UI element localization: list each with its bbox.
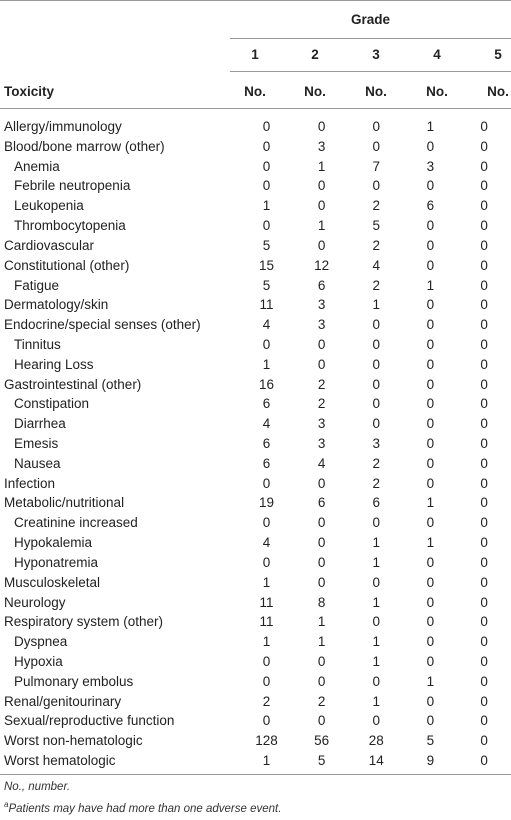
header-rule [0,108,511,109]
grade-4-header: 4 [433,47,441,62]
toxicity-name: Nausea [14,455,61,471]
table-row [0,236,511,256]
grade-3-count: 0 [372,515,380,531]
grade-1-count: 0 [262,218,271,234]
table-row [0,474,511,494]
table-row [0,196,511,216]
grade-4-count: 1 [426,535,435,551]
grade-3-count: 1 [372,297,380,313]
grade-2-count: 0 [317,178,326,194]
grade-3-count: 0 [372,119,380,134]
table-row [0,176,511,196]
grade-2-count: 1 [317,218,326,234]
grade-2-count: 2 [317,396,326,412]
grade-1-count: 4 [262,416,271,432]
toxicity-name: Worst non-hematologic [4,733,143,749]
toxicity-name: Febrile neutropenia [14,178,131,194]
toxicity-name: Pulmonary embolus [14,673,134,689]
grade-1-count: 11 [259,614,274,630]
toxicity-name: Dermatology/skin [4,297,109,313]
table-row [0,434,511,454]
table-row [0,731,511,751]
toxicity-name: Musculoskeletal [4,574,101,590]
table-row [0,573,511,593]
grade-2-count: 0 [317,574,326,590]
grade-3-count: 0 [372,614,380,630]
table-row [0,632,511,652]
footnote-note [4,800,281,815]
grade-2-count: 0 [317,515,326,531]
grade-4-count: 0 [426,436,435,451]
grade-1-count: 4 [262,535,271,551]
grade-4-count: 0 [426,178,435,194]
grade-2-count: 4 [317,455,326,471]
table-row [0,137,511,157]
footnote-abbrev: No., number. [4,781,71,793]
grade-3-count: 0 [372,416,380,432]
grade-1-count: 16 [259,376,275,392]
grade-5-count: 0 [480,178,488,194]
toxicity-header: Toxicity [4,84,55,99]
grade-5-count: 0 [480,396,488,412]
footnote-note-text: Patients may have had more than one adverse event. [8,802,282,815]
grade-2-count: 12 [314,257,330,273]
grade-1-count: 5 [262,277,271,293]
toxicity-name: Tinnitus [14,336,61,352]
grade-3-count: 0 [372,713,380,729]
grade-4-count: 0 [426,475,435,491]
grade-5-count: 0 [480,336,488,352]
toxicity-name: Thrombocytopenia [14,218,126,234]
bottom-rule [0,774,511,775]
grade-4-count: 1 [426,119,435,134]
grade-4-count: 1 [426,673,435,689]
grade-1-count: 1 [262,198,271,214]
grade-3-count: 0 [372,317,380,333]
grade-4-count: 5 [426,733,435,749]
toxicity-name: Leukopenia [14,198,84,214]
grade-3-count: 6 [372,495,380,511]
grade-4-count: 6 [426,198,435,214]
grade-5-count: 0 [480,515,488,531]
grade-4-count: 0 [426,455,435,471]
toxicity-name: Diarrhea [14,416,66,432]
grade-header: Grade [350,12,391,27]
grade-3-header: 3 [372,47,380,62]
table-row [0,295,511,315]
table-row [0,315,511,335]
grade-3-count: 1 [372,594,380,610]
table-row [0,414,511,434]
grade-4-count: 0 [426,614,435,630]
grade-4-count: 0 [426,297,435,313]
table-row [0,454,511,474]
grade-1-count: 19 [259,495,275,511]
grade-3-count: 7 [372,158,380,174]
grade-4-count: 1 [426,277,435,293]
grade-5-count: 0 [480,416,488,432]
toxicity-name: Neurology [4,594,66,610]
grade-5-count: 0 [480,475,488,491]
grade-1-count: 0 [262,554,271,570]
grade-3-count: 2 [372,475,380,491]
grade-3-count: 2 [372,455,380,471]
grade-1-count: 128 [255,733,278,749]
table-row [0,593,511,613]
grade-5-count: 0 [480,495,488,511]
grade-4-count: 0 [426,574,435,590]
grade-2-count: 0 [317,237,326,253]
toxicity-name: Respiratory system (other) [4,614,164,630]
grade-4-count: 0 [426,554,435,570]
grade-1-header: 1 [251,47,259,62]
table-row [0,692,511,712]
grade-1-count: 2 [262,693,271,709]
grade-2-count: 5 [317,753,326,768]
grade-2-count: 0 [317,356,326,372]
table-row [0,355,511,375]
grade-5-count: 0 [480,535,488,551]
grade-3-count: 2 [372,277,380,293]
grade-1-count: 1 [262,634,271,650]
grade-3-count: 3 [372,436,380,451]
grade-5-count: 0 [480,753,488,768]
grade-1-count: 6 [262,396,271,412]
table-row [0,672,511,692]
grade-2-count: 3 [317,317,326,333]
grade-3-count: 1 [372,634,380,650]
toxicity-name: Emesis [14,436,59,451]
grade-3-count: 1 [372,554,380,570]
toxicity-name: Hearing Loss [14,356,94,372]
grade-4-count: 0 [426,416,435,432]
grade-4-count: 0 [426,515,435,531]
grade-5-count: 0 [480,733,488,749]
grade-2-count: 2 [317,693,326,709]
table-row [0,711,511,731]
no-header-3: No. [365,84,387,99]
table-row [0,553,511,573]
grade-2-count: 1 [317,614,326,630]
grade-3-count: 1 [372,535,380,551]
grade-2-count: 0 [317,336,326,352]
table-row [0,493,511,513]
grade-1-count: 0 [262,515,271,531]
grade-3-count: 0 [372,138,380,154]
grade-5-count: 0 [480,277,488,293]
toxicity-name: Worst hematologic [4,753,116,768]
grade-5-count: 0 [480,436,488,451]
grade-2-count: 0 [317,198,326,214]
grade-1-count: 0 [262,713,271,729]
table-row [0,612,511,632]
grade-5-count: 0 [480,455,488,471]
grade-2-count: 0 [317,554,326,570]
toxicity-name: Constipation [14,396,90,412]
table-row [0,216,511,236]
grade-2-count: 56 [314,733,330,749]
grade-1-count: 0 [262,653,271,669]
toxicity-name: Anemia [14,158,60,174]
grade-3-count: 1 [372,653,380,669]
grade-2-count: 8 [317,594,326,610]
grade-2-count: 0 [317,535,326,551]
grade-4-count: 0 [426,356,435,372]
grade-5-count: 0 [480,119,488,134]
grade-2-header: 2 [311,47,319,62]
grade-3-count: 2 [372,237,380,253]
grade-1-count: 0 [262,119,271,134]
grade-1-count: 4 [262,317,271,333]
table-row [0,751,511,771]
grade-2-count: 0 [317,713,326,729]
grade-3-count: 0 [372,376,380,392]
toxicity-name: Constitutional (other) [4,257,130,273]
grade-1-count: 1 [262,356,271,372]
grade-2-count: 6 [317,277,326,293]
grade-3-count: 1 [372,693,380,709]
grade-1-count: 0 [262,336,271,352]
table-row [0,513,511,533]
toxicity-name: Cardiovascular [4,237,95,253]
grade-4-count: 0 [426,237,435,253]
grade-5-count: 0 [480,653,488,669]
grade-1-count: 11 [259,594,274,610]
grade-4-count: 0 [426,317,435,333]
grade-5-count: 0 [480,554,488,570]
grade-2-count: 3 [317,416,326,432]
table-row [0,157,511,177]
top-rule [0,0,511,1]
toxicity-name: Hypoxia [14,653,63,669]
table-row [0,256,511,276]
grade-4-count: 0 [426,653,435,669]
grade-1-count: 6 [262,455,271,471]
grade-3-count: 0 [372,673,380,689]
grade-4-count: 9 [426,753,435,768]
grade-4-count: 0 [426,218,435,234]
grade-1-count: 1 [262,753,271,768]
footnote-marker: a [4,800,9,809]
grade-4-count: 1 [426,495,435,511]
table-row [0,394,511,414]
grade-4-count: 0 [426,396,435,412]
toxicity-name: Allergy/immunology [4,119,122,134]
toxicity-name: Fatigue [14,277,60,293]
grade-2-count: 3 [317,436,326,451]
grade-5-count: 0 [480,198,488,214]
grade-3-count: 28 [368,733,384,749]
grade-5-count: 0 [480,158,488,174]
table-row [0,335,511,355]
grade-3-count: 0 [372,336,380,352]
grade-4-count: 0 [426,693,435,709]
grade-num-rule [230,71,511,72]
table-row [0,117,511,137]
grade-1-count: 6 [262,436,271,451]
table-row [0,533,511,553]
grade-2-count: 2 [317,376,326,392]
no-header-4: No. [426,84,448,99]
toxicity-name: Gastrointestinal (other) [4,376,142,392]
grade-3-count: 0 [372,396,380,412]
grade-2-count: 1 [317,634,326,650]
toxicity-name: Sexual/reproductive function [4,713,175,729]
grade-5-count: 0 [480,356,488,372]
grade-4-count: 0 [426,138,435,154]
grade-4-count: 0 [426,634,435,650]
table-row [0,375,511,395]
grade-5-count: 0 [480,297,488,313]
grade-2-count: 0 [317,119,326,134]
toxicity-name: Dyspnea [14,634,68,650]
grade-1-count: 15 [259,257,275,273]
grade-5-count: 0 [480,693,488,709]
no-header-5: No. [487,84,509,99]
grade-3-count: 0 [372,178,380,194]
grade-5-header: 5 [494,47,502,62]
grade-2-count: 0 [317,653,326,669]
toxicity-name: Metabolic/nutritional [4,495,125,511]
grade-1-count: 0 [262,138,271,154]
grade-3-count: 2 [372,198,380,214]
grade-5-count: 0 [480,594,488,610]
grade-4-count: 0 [426,336,435,352]
grade-4-count: 3 [426,158,435,174]
toxicity-name: Creatinine increased [14,515,138,531]
grade-1-count: 0 [262,475,271,491]
grade-5-count: 0 [480,138,488,154]
grade-4-count: 0 [426,257,435,273]
grade-5-count: 0 [480,634,488,650]
toxicity-name: Endocrine/special senses (other) [4,317,201,333]
grade-4-count: 0 [426,594,435,610]
grade-5-count: 0 [480,713,488,729]
grade-2-count: 1 [317,158,326,174]
toxicity-name: Infection [4,475,56,491]
grade-1-count: 0 [262,673,271,689]
table-row [0,276,511,296]
toxicity-name: Hypokalemia [14,535,93,551]
grade-3-count: 5 [372,218,380,234]
grade-5-count: 0 [480,257,488,273]
no-header-2: No. [304,84,326,99]
grade-2-count: 0 [317,475,326,491]
grade-2-count: 6 [317,495,326,511]
grade-2-count: 3 [317,138,326,154]
toxicity-name: Hyponatremia [14,554,99,570]
grade-2-count: 0 [317,673,326,689]
grade-5-count: 0 [480,376,488,392]
grade-1-count: 0 [262,158,271,174]
toxicity-name: Blood/bone marrow (other) [4,138,165,154]
no-header-1: No. [244,84,266,99]
grade-5-count: 0 [480,673,488,689]
grade-2-count: 3 [317,297,326,313]
grade-5-count: 0 [480,317,488,333]
grade-3-count: 14 [368,753,384,768]
grade-5-count: 0 [480,574,488,590]
table-row [0,652,511,672]
grade-1-count: 1 [262,574,271,590]
grade-1-count: 5 [262,237,271,253]
grade-5-count: 0 [480,237,488,253]
grade-5-count: 0 [480,218,488,234]
grade-5-count: 0 [480,614,488,630]
grade-4-count: 0 [426,713,435,729]
grade-4-count: 0 [426,376,435,392]
grade-3-count: 0 [372,574,380,590]
grade-rule [230,38,511,39]
grade-3-count: 4 [372,257,380,273]
grade-1-count: 0 [262,178,271,194]
grade-3-count: 0 [372,356,380,372]
table-body [0,117,511,771]
toxicity-name: Renal/genitourinary [4,693,122,709]
grade-1-count: 11 [259,297,274,313]
